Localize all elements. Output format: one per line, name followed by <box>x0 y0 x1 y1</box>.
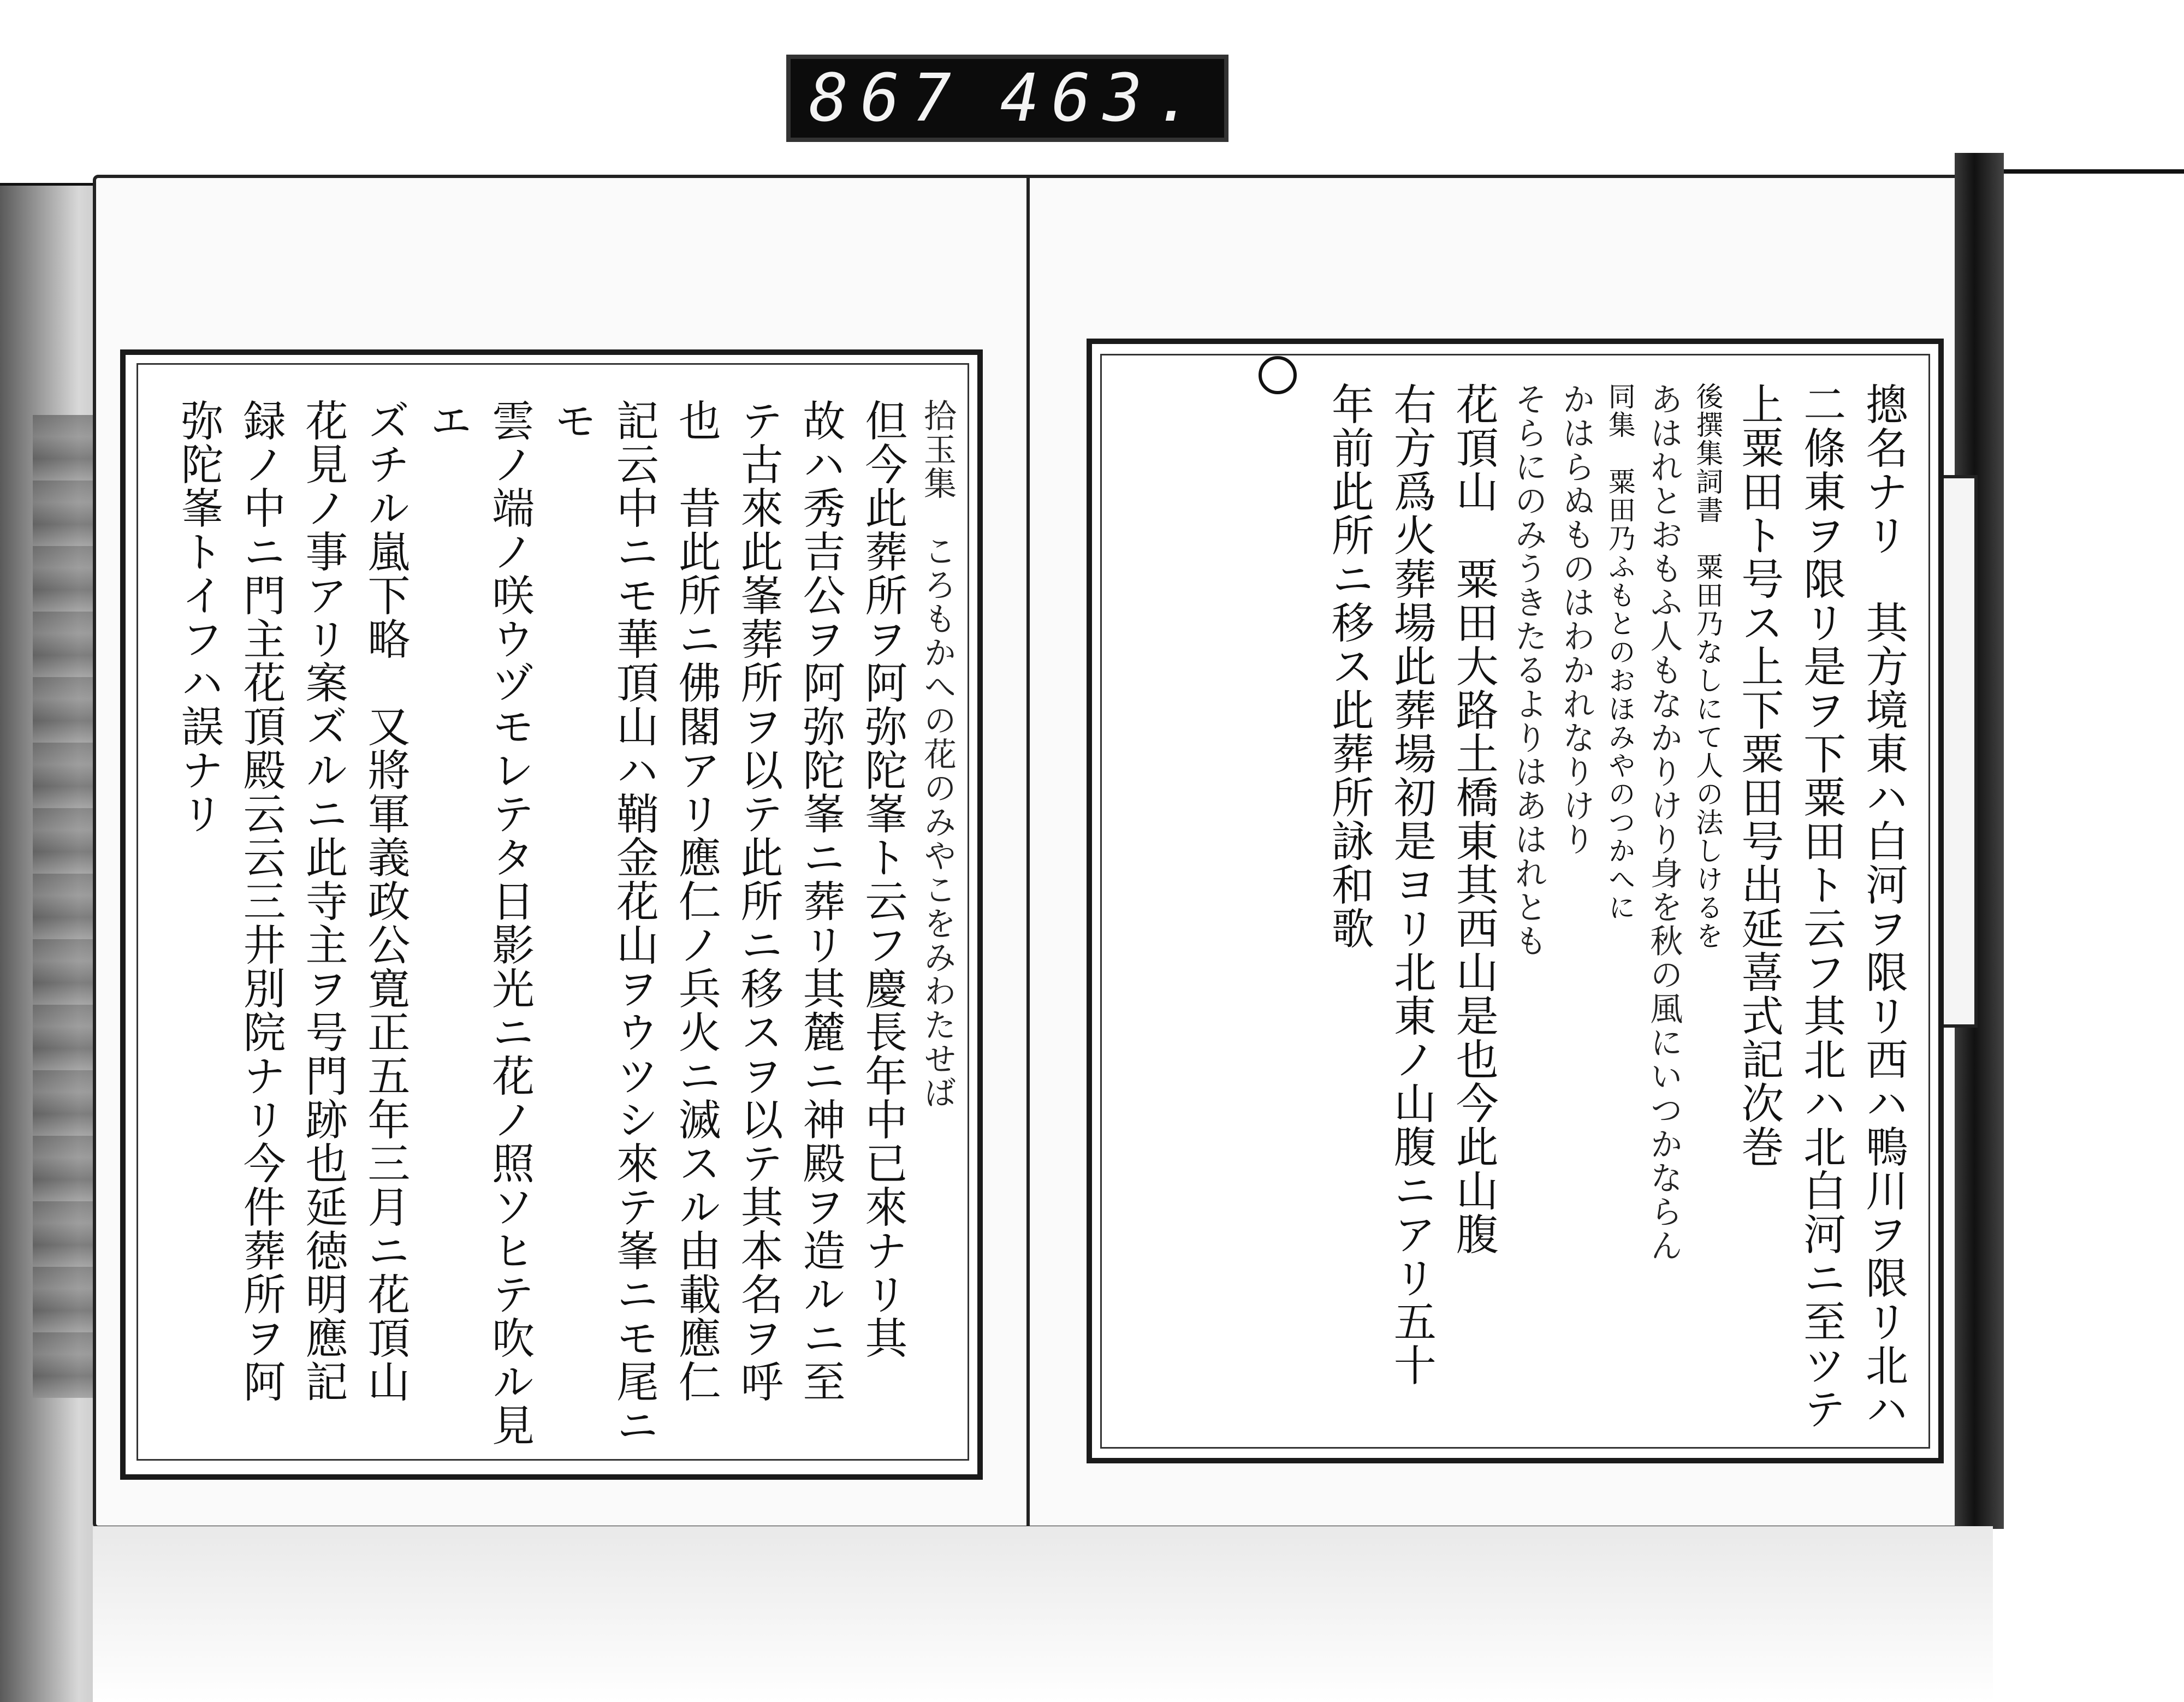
poem-column: そらにのみうきたるよりはあはれとも <box>1509 382 1548 958</box>
text-column: 花頂山 粟田大路土橋東其西山是也今此山腹 <box>1449 382 1498 1256</box>
text-column: 上粟田ト号ス上下粟田号出延喜式記次巻 <box>1734 382 1784 1169</box>
archive-number-right: 463. <box>1000 60 1206 137</box>
text-column: 雲ノ端ノ咲ウヅモレテタ日影光ニ花ノ照ソヒテ吹ル見エ <box>423 399 535 1447</box>
text-column: 花見ノ事アリ案ズルニ此寺主ヲ号門跡也延徳明應記 <box>298 399 348 1403</box>
page-bottom-margin <box>93 1526 1993 1702</box>
text-column: 故ハ秀吉公ヲ阿弥陀峯ニ葬リ其麓ニ神殿ヲ造ルニ至 <box>796 399 845 1403</box>
text-column: 記云中ニモ華頂山ハ鞘金花山ヲウツシ來テ峯ニモ尾ニモ <box>547 399 658 1447</box>
top-rule-right <box>1987 169 2184 174</box>
text-column: 右方爲火葬場此葬場初是ヨリ北東ノ山腹ニアリ五十 <box>1386 382 1436 1387</box>
text-column: 年前此所ニ移ス此葬所詠和歌 <box>1324 382 1374 950</box>
text-column: 摠名ナリ 其方境東ハ白河ヲ限リ西ハ鴨川ヲ限リ北ハ <box>1859 382 1908 1431</box>
text-column: 録ノ中ニ門主花頂殿云云三井別院ナリ今件葬所ヲ阿 <box>236 399 286 1403</box>
text-column: 後撰集詞書 粟田乃なしにて人の法しけるを <box>1692 382 1724 950</box>
left-page-text <box>147 399 961 1447</box>
text-column: 但今此葬所ヲ阿弥陀峯ト云フ慶長年中已來ナリ其 <box>858 399 907 1360</box>
text-column: ズチル嵐下略 又將軍義政公寛正五年三月ニ花頂山 <box>360 399 410 1403</box>
text-column: 也 昔此所ニ佛閣アリ應仁ノ兵火ニ滅スル由載應仁 <box>671 399 721 1403</box>
text-column: 弥陀峯トイフハ誤ナリ <box>174 399 223 835</box>
right-page-text <box>1111 382 1914 1442</box>
text-column: 二條東ヲ限リ是ヲ下粟田ト云フ其北ハ北白河ニ至ツテ <box>1796 382 1846 1431</box>
text-column: 同集 粟田乃ふもとのおほみやのつかへに <box>1604 382 1636 922</box>
poem-column: 拾玉集 ころもかへの花のみやこをみわたせば <box>918 399 957 1110</box>
archive-number-left: 867 <box>809 60 964 137</box>
text-column: テ古來此峯葬所ヲ以テ此所ニ移スヲ以テ其本名ヲ呼 <box>733 399 783 1403</box>
poem-column: かはらぬものはわかれなりけり <box>1557 382 1595 856</box>
poem-column: あはれとおもふ人もなかりけり身を秋の風にいつかならん <box>1645 382 1683 1262</box>
archive-number-plate <box>786 55 1228 142</box>
